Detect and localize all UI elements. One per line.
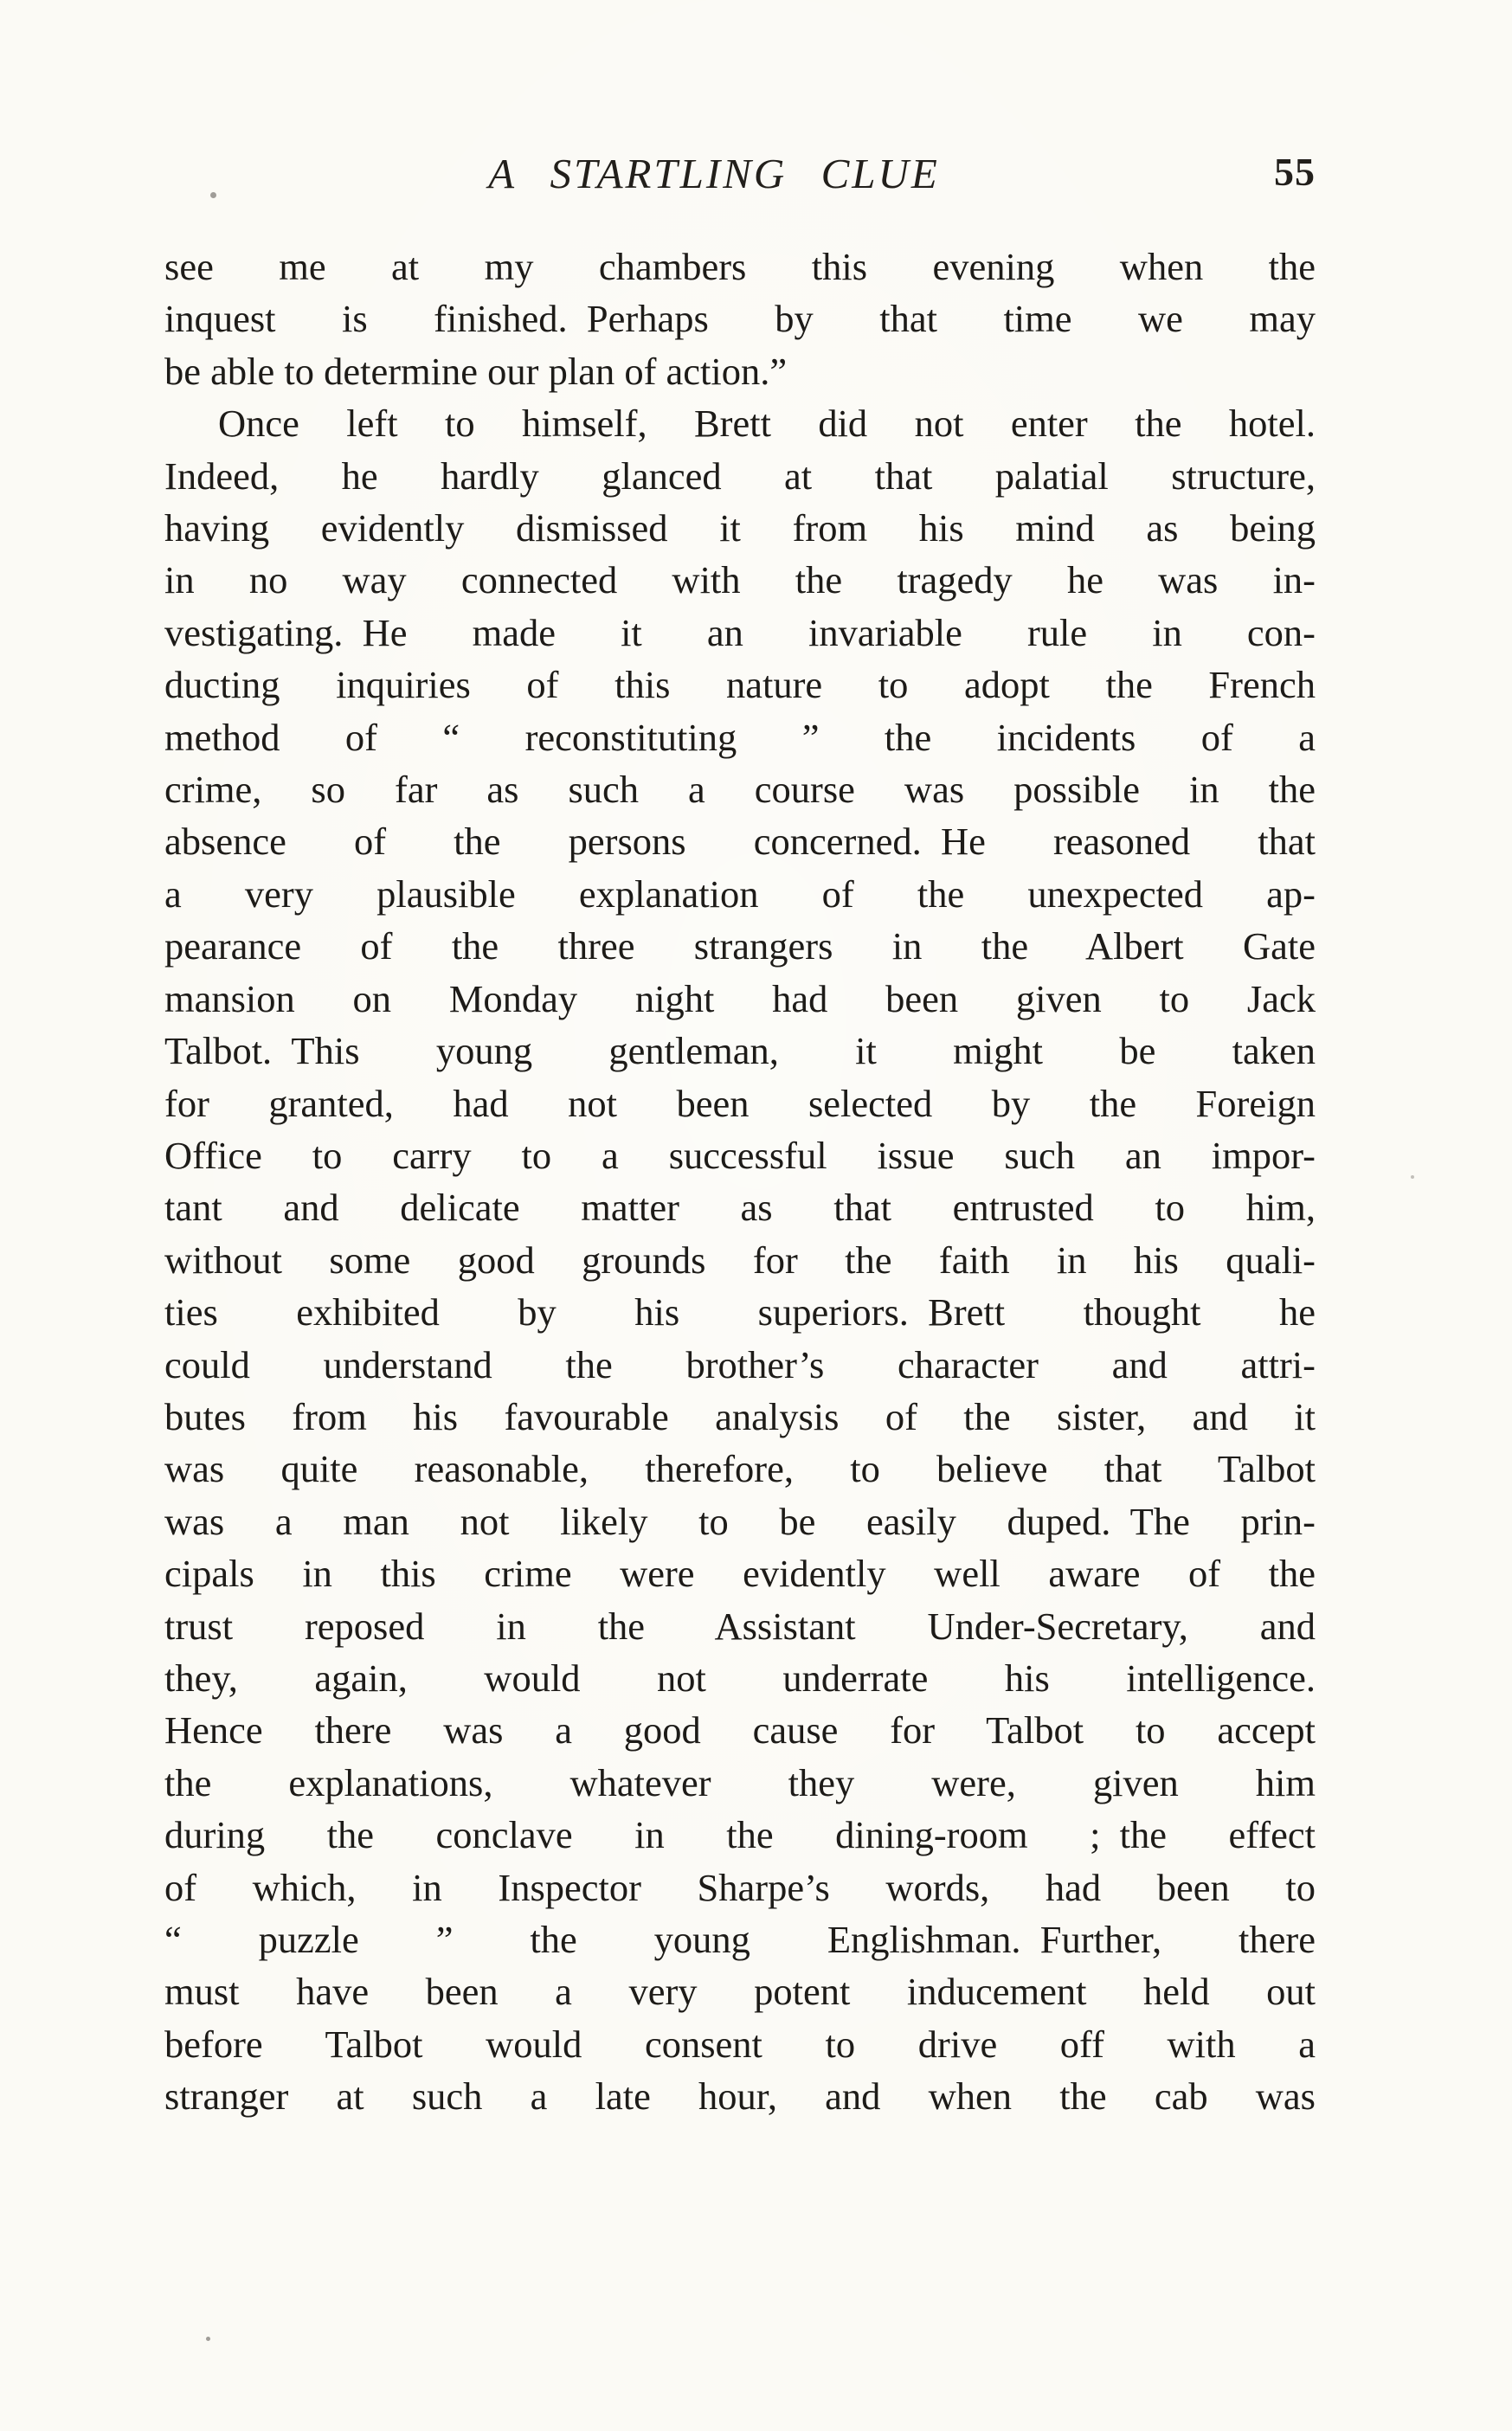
text-line: Office to carry to a successful issue such an impor- xyxy=(164,1133,1316,1177)
text-line: tant and delicate matter as that entrusted to him, xyxy=(164,1186,1316,1230)
text-line: in no way connected with the tragedy he was in- xyxy=(164,558,1316,602)
text-line: must have been a very potent inducement held out xyxy=(164,1970,1316,2014)
text-line: “ puzzle ” the young Englishman. Further, there xyxy=(164,1918,1316,1961)
text-line: a very plausible explanation of the unexpected ap- xyxy=(164,871,1316,916)
text-line: the explanations, whatever they were, given him xyxy=(164,1760,1316,1804)
text-line: cipals in this crime were evidently well aware of the xyxy=(164,1552,1316,1596)
page-body xyxy=(164,241,1316,2123)
text-line: pearance of the three strangers in the Albert Gate xyxy=(164,924,1316,968)
text-line: absence of the persons concerned. He reasoned that xyxy=(164,820,1316,864)
scan-speck xyxy=(1411,1175,1414,1179)
running-header xyxy=(164,149,1316,211)
text-line: they, again, would not underrate his intelligence. xyxy=(164,1656,1316,1700)
text-line: ducting inquiries of this nature to adopt the French xyxy=(164,663,1316,707)
paragraph xyxy=(164,397,1316,2122)
text-line: having evidently dismissed it from his mind as being xyxy=(164,506,1316,550)
text-line: vestigating. He made it an invariable rule in con- xyxy=(164,610,1316,654)
text-line: was a man not likely to be easily duped. The prin- xyxy=(164,1499,1316,1543)
paragraph xyxy=(164,241,1316,397)
page-number: 55 xyxy=(1274,150,1316,194)
text-line: was quite reasonable, therefore, to believe that Talbot xyxy=(164,1447,1316,1491)
text-line: crime, so far as such a course was possible in the xyxy=(164,768,1316,812)
text-line: during the conclave in the dining-room ; the effect xyxy=(164,1813,1316,1857)
text-line: see me at my chambers this evening when the xyxy=(164,245,1316,288)
text-line: trust reposed in the Assistant Under-Secretary, and xyxy=(164,1604,1316,1648)
text-line: before Talbot would consent to drive off with a xyxy=(164,2022,1316,2066)
text-line: Indeed, he hardly glanced at that palatial structure, xyxy=(164,453,1316,498)
text-line: of which, in Inspector Sharpe’s words, had been to xyxy=(164,1865,1316,1909)
text-line: stranger at such a late hour, and when the cab was xyxy=(164,2074,1316,2119)
text-line: for granted, had not been selected by the Foreign xyxy=(164,1081,1316,1125)
text-line: mansion on Monday night had been given to Jack xyxy=(164,976,1316,1020)
running-title: A STARTLING CLUE xyxy=(488,150,940,197)
scan-speck xyxy=(206,2337,210,2341)
text-line: Once left to himself, Brett did not enter the hotel. xyxy=(218,402,1316,446)
text-line: inquest is finished. Perhaps by that time we may xyxy=(164,297,1316,341)
text-line: Hence there was a good cause for Talbot to accept xyxy=(164,1708,1316,1753)
text-line: Talbot. This young gentleman, it might be taken xyxy=(164,1029,1316,1073)
text-line: ties exhibited by his superiors. Brett thought he xyxy=(164,1290,1316,1334)
text-line: without some good grounds for the faith in his quali- xyxy=(164,1238,1316,1282)
text-line: be able to determine our plan of action.” xyxy=(164,349,788,393)
text-line: butes from his favourable analysis of the sister, and it xyxy=(164,1394,1316,1438)
text-line: method of “ reconstituting ” the incidents of a xyxy=(164,715,1316,759)
text-line: could understand the brother’s character and attri- xyxy=(164,1342,1316,1386)
